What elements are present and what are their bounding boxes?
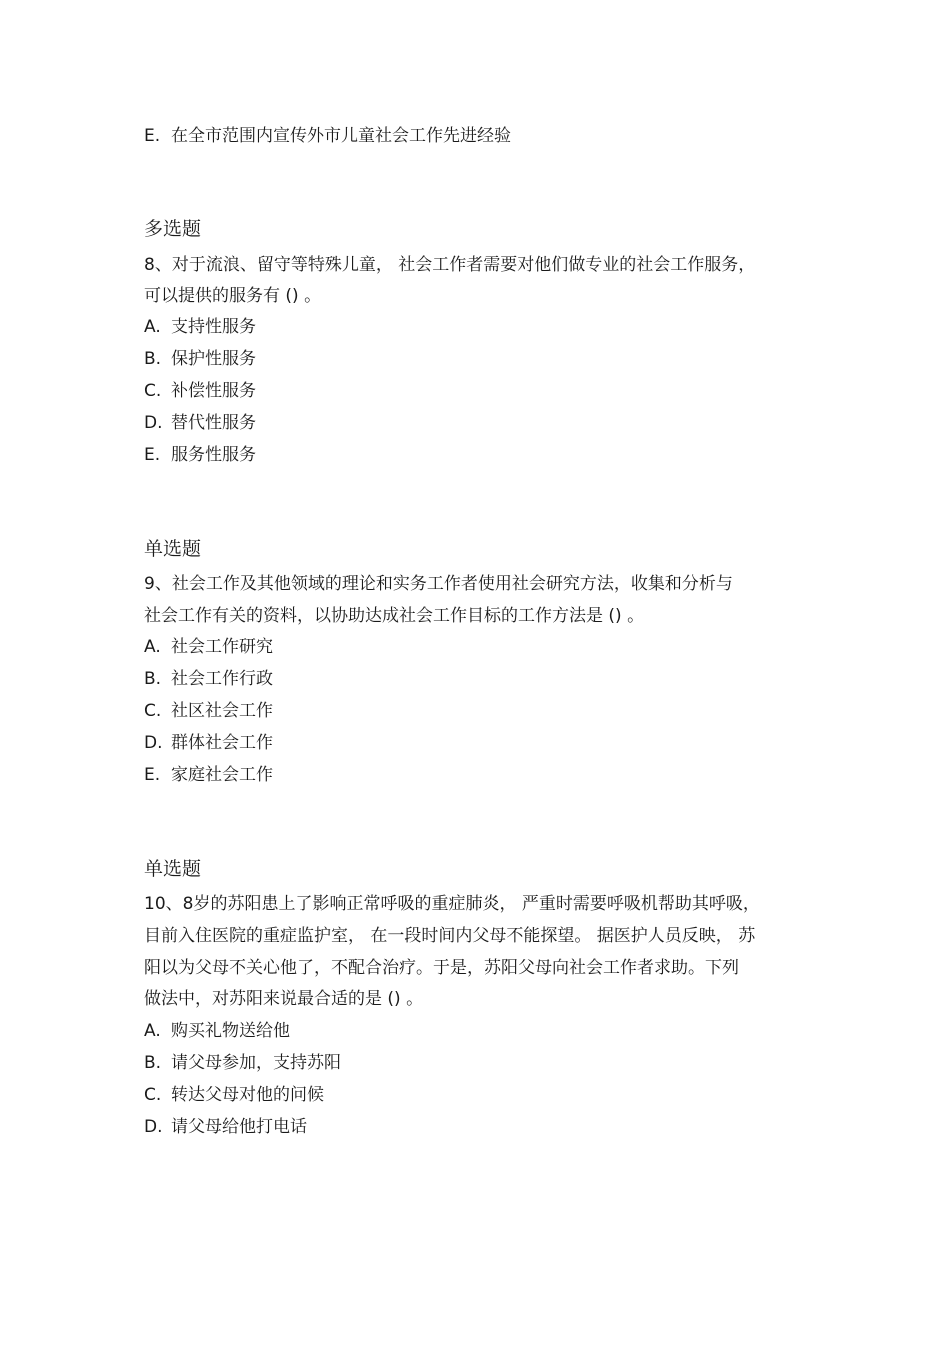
option-text: 替代性服务 bbox=[171, 413, 256, 433]
question-9-type: 单选题 bbox=[144, 538, 202, 560]
option-text: 转达父母对他的问候 bbox=[171, 1085, 324, 1105]
option-text: 保护性服务 bbox=[171, 349, 256, 369]
question-9-stem-line-2: 社会工作有关的资料，以协助达成社会工作目标的工作方法是 () 。 bbox=[144, 606, 645, 626]
question-10-type: 单选题 bbox=[144, 858, 202, 880]
option-letter: C. bbox=[144, 381, 162, 401]
question-9-option-a bbox=[144, 636, 273, 658]
question-9-option-d bbox=[144, 732, 273, 754]
question-10-option-a bbox=[144, 1020, 290, 1042]
option-text: 在全市范围内宣传外市儿童社会工作先进经验 bbox=[171, 126, 511, 146]
question-10-stem-line-3: 阳以为父母不关心他了，不配合治疗。于是，苏阳父母向社会工作者求助。下列 bbox=[144, 958, 739, 978]
question-8-option-b bbox=[144, 348, 256, 370]
option-text: 服务性服务 bbox=[171, 445, 256, 465]
question-9-option-c bbox=[144, 700, 273, 722]
option-letter: B. bbox=[144, 669, 162, 689]
question-9-option-e bbox=[144, 764, 273, 786]
question-8-type: 多选题 bbox=[144, 218, 202, 240]
option-letter: C. bbox=[144, 701, 162, 721]
question-9-option-b bbox=[144, 668, 273, 690]
option-text: 家庭社会工作 bbox=[171, 765, 273, 785]
option-text: 支持性服务 bbox=[171, 317, 256, 337]
option-text: 社会工作研究 bbox=[171, 637, 273, 657]
option-letter: A. bbox=[144, 1021, 161, 1041]
option-text: 请父母参加，支持苏阳 bbox=[171, 1053, 341, 1073]
option-letter: A. bbox=[144, 637, 161, 657]
question-10-option-b bbox=[144, 1052, 341, 1074]
option-letter: B. bbox=[144, 349, 162, 369]
option-text: 社会工作行政 bbox=[171, 669, 273, 689]
option-text: 群体社会工作 bbox=[171, 733, 273, 753]
option-text: 购买礼物送给他 bbox=[171, 1021, 290, 1041]
option-letter: D. bbox=[144, 1117, 163, 1137]
question-10-stem-line-1: 10、8岁的苏阳患上了影响正常呼吸的重症肺炎， 严重时需要呼吸机帮助其呼吸， bbox=[144, 894, 760, 914]
option-text: 补偿性服务 bbox=[171, 381, 256, 401]
option-letter: E. bbox=[144, 445, 161, 465]
option-letter: E. bbox=[144, 126, 161, 146]
question-8-option-e bbox=[144, 444, 256, 466]
option-letter: A. bbox=[144, 317, 161, 337]
option-letter: C. bbox=[144, 1085, 162, 1105]
prev-option-e bbox=[144, 125, 511, 147]
question-8-option-d bbox=[144, 412, 256, 434]
question-9-stem-line-1: 9、社会工作及其他领域的理论和实务工作者使用社会研究方法，收集和分析与 bbox=[144, 574, 733, 594]
question-8-option-a bbox=[144, 316, 256, 338]
option-text: 请父母给他打电话 bbox=[171, 1117, 307, 1137]
option-letter: D. bbox=[144, 413, 163, 433]
question-8-stem-line-1: 8、对于流浪、留守等特殊儿童， 社会工作者需要对他们做专业的社会工作服务， bbox=[144, 255, 756, 275]
option-letter: B. bbox=[144, 1053, 162, 1073]
option-text: 社区社会工作 bbox=[171, 701, 273, 721]
option-letter: E. bbox=[144, 765, 161, 785]
question-10-stem-line-2: 目前入住医院的重症监护室， 在一段时间内父母不能探望。 据医护人员反映， 苏 bbox=[144, 926, 756, 946]
question-10-option-c bbox=[144, 1084, 324, 1106]
question-8-stem-line-2: 可以提供的服务有 () 。 bbox=[144, 286, 322, 306]
question-8-option-c bbox=[144, 380, 256, 402]
question-10-option-d bbox=[144, 1116, 307, 1138]
option-letter: D. bbox=[144, 733, 163, 753]
question-10-stem-line-4: 做法中，对苏阳来说最合适的是 () 。 bbox=[144, 989, 424, 1009]
